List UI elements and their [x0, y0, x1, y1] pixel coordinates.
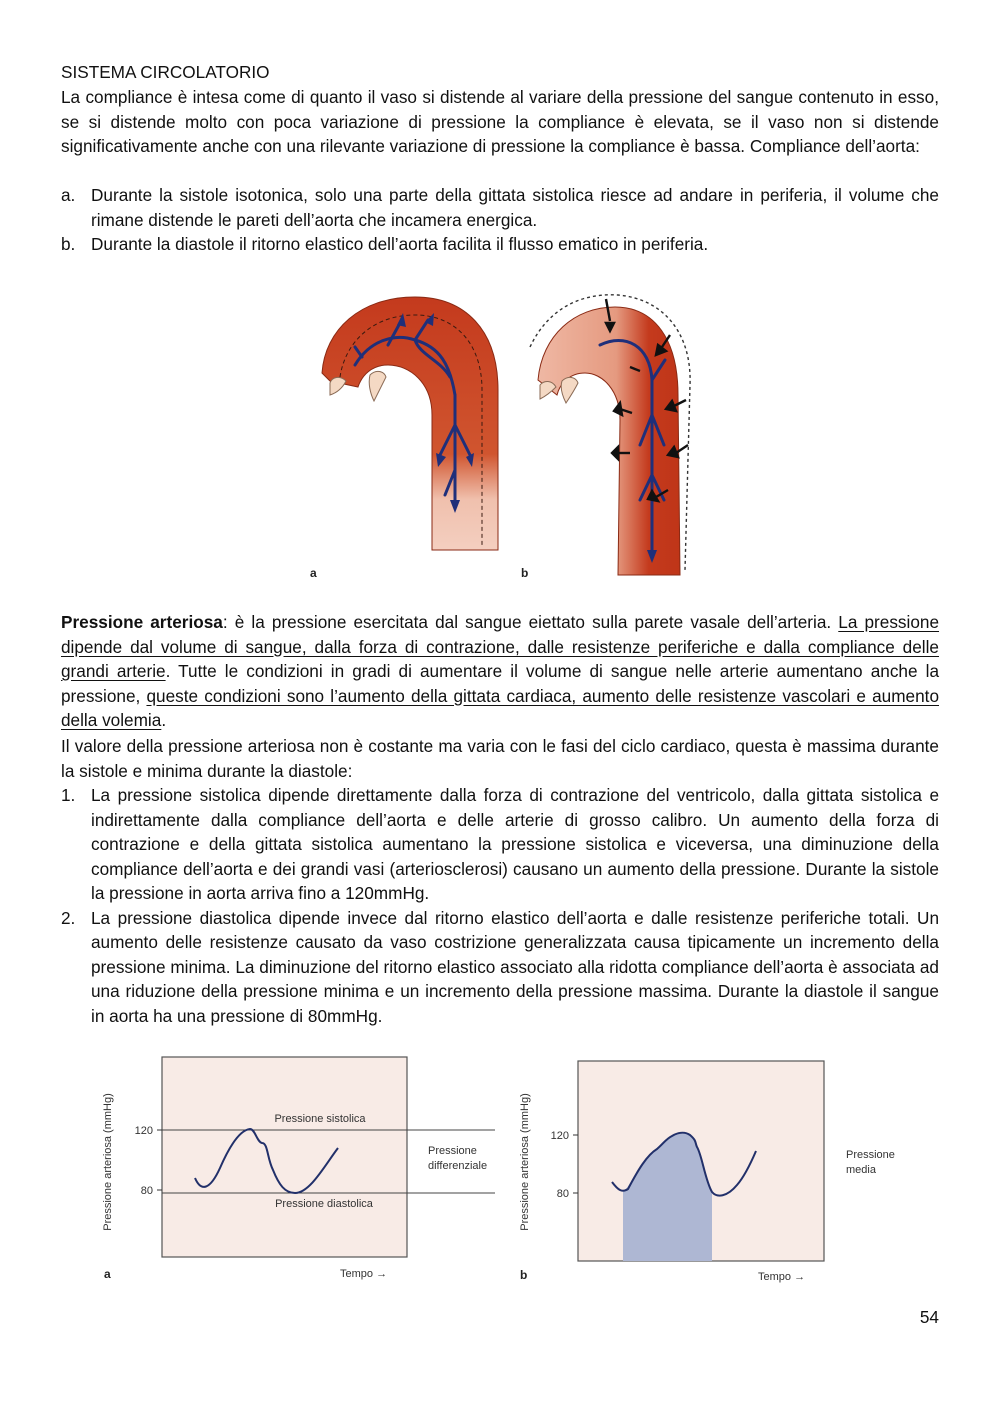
chart-b-mean-label-2: media	[846, 1164, 876, 1176]
chart-a-diff-label-2: differenziale	[428, 1160, 488, 1172]
chart-a	[95, 1050, 505, 1285]
chart-a-ytick-120: 120	[134, 1125, 153, 1137]
label-b: b	[521, 566, 529, 580]
pressure-term: Pressione arteriosa	[61, 612, 223, 632]
chart-b-ytick-120: 120	[550, 1130, 569, 1142]
chart-a-ytick-80: 80	[140, 1185, 153, 1197]
chart-b-ylabel: Pressione arteriosa (mmHg)	[519, 1093, 531, 1231]
section-title: SISTEMA CIRCOLATORIO	[61, 62, 270, 82]
list-item: a. Durante la sistole isotonica, solo una parte della gittata sistolica riesce ad andare in periferia, il volume che rimane distende le pareti dell’aorta che incamera energica.	[61, 185, 939, 230]
pressure-list	[61, 783, 939, 1028]
list-item: b. Durante la diastole il ritorno elastico dell’aorta facilita il flusso ematico in periferia.	[61, 234, 709, 254]
pressure-paragraph: Pressione arteriosa: è la pressione esercitata dal sangue eiettato sulla parete vasale dell’arteria. La pressione dipende dal volume di sangue, dalla forza di contrazione, dalle resistenze periferiche e dalla compliance delle grandi arterie. Tutte le condizioni in gradi di aumentare il volume di sangue nelle arterie aumentano anche la pressione, queste condizioni sono l’aumento della gittata cardiaca, aumento delle resistenze vascolari e aumento della volemia.	[61, 612, 940, 730]
chart-b-panel-label: b	[520, 1268, 528, 1282]
chart-b-ytick-80: 80	[556, 1188, 569, 1200]
chart-a-diff-label-1: Pressione	[428, 1145, 477, 1157]
chart-a-panel-label: a	[104, 1267, 111, 1281]
label-a: a	[310, 566, 317, 580]
chart-b-mean-label-1: Pressione	[846, 1149, 895, 1161]
chart-b	[512, 1055, 912, 1290]
chart-a-plot-area	[162, 1057, 407, 1257]
chart-a-diastolic-label: Pressione diastolica	[275, 1198, 373, 1210]
cycle-paragraph: Il valore della pressione arteriosa non è costante ma varia con le fasi del ciclo cardiaco, questa è massima durante la sistole e minima durante la diastole:	[61, 736, 939, 781]
list-item: 2. La pressione diastolica dipende invece dal ritorno elastico dell’aorta e dalle resistenze periferiche totali. Un aumento delle resistenze causato da vaso costrizione generalizzata causa tipicamente un incremento della pressione minima. La diminuzione del ritorno elastico associato alla ridotta compliance dell’aorta è associata ad una riduzione della pressione minima e un incremento della pressione massima. Durante la diastole il sangue in aorta ha una pressione di 80mmHg.	[61, 907, 939, 1026]
chart-a-ylabel: Pressione arteriosa (mmHg)	[102, 1093, 114, 1231]
aorta-a	[310, 297, 498, 580]
aorta-figure	[300, 285, 700, 590]
chart-a-systolic-label: Pressione sistolica	[274, 1113, 366, 1125]
compliance-list	[61, 183, 939, 257]
list-item: 1. La pressione sistolica dipende direttamente dalla forza di contrazione del ventricolo, dalla gittata sistolica e indirettamente dalla compliance dell’aorta e delle arterie di grosso calibro. Un aumento della forza di contrazione e della gittata sistolica aumentano la pressione sistolica e viceversa, una diminuzione della compliance dell’aorta e dei grandi vasi (arteriosclerosi) causano un aumento della pressione. Durante la sistole la pressione in aorta arriva fino a 120mmHg.	[61, 785, 939, 903]
page-number: 54	[919, 1307, 939, 1327]
intro-paragraph: La compliance è intesa come di quanto il vaso si distende al variare della pressione del sangue contenuto in esso, se si distende molto con poca variazione di pressione la compliance è elevata, se il vaso non si distende significativamente anche con una rilevante variazione di pressione la compliance è bassa. Compliance dell’aorta:	[61, 87, 939, 156]
aorta-b	[521, 295, 690, 580]
chart-a-xlabel: Tempo →	[340, 1268, 388, 1280]
chart-b-xlabel: Tempo →	[758, 1271, 806, 1283]
